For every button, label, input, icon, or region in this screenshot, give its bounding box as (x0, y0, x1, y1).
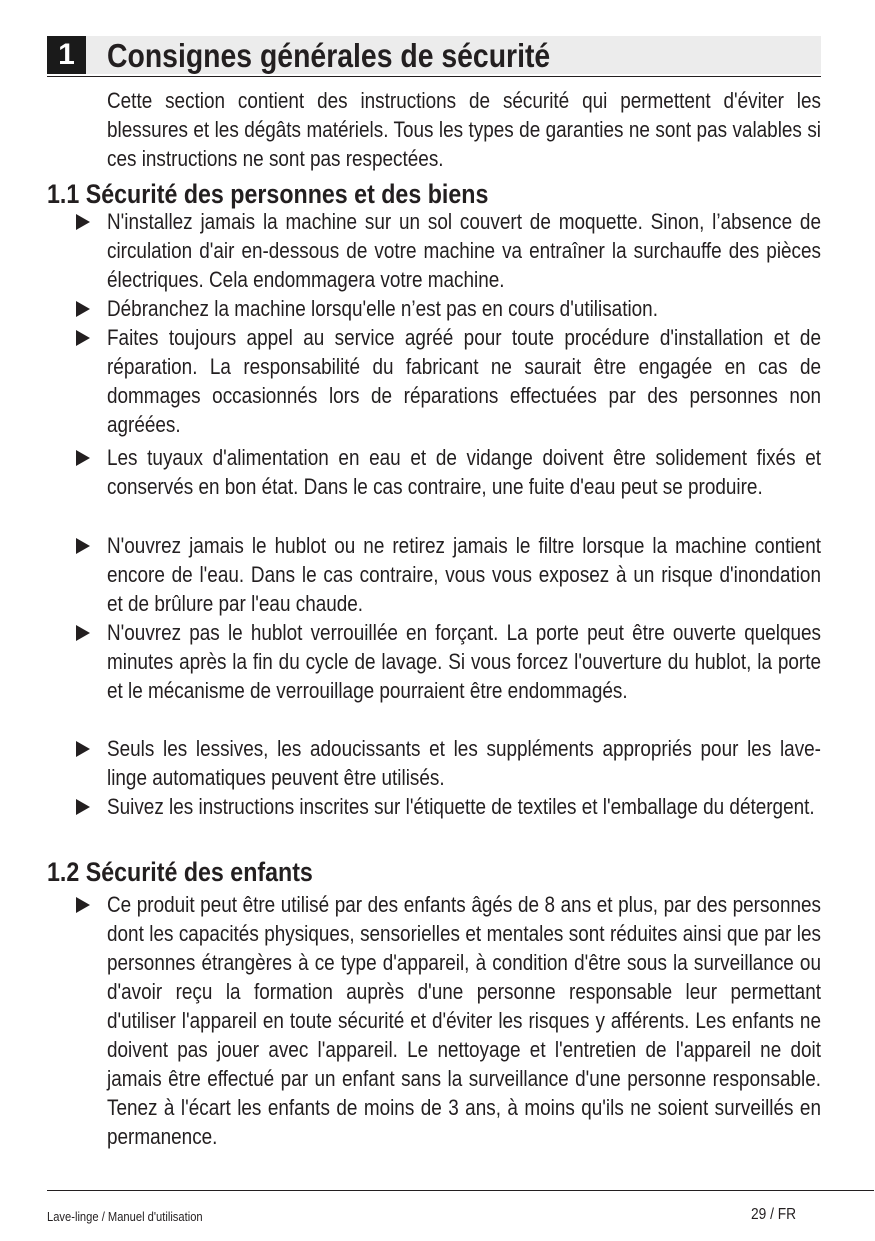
bullet-arrow-icon (76, 897, 90, 913)
bullet-arrow-icon (76, 741, 90, 757)
chapter-title: Consignes générales de sécurité (107, 37, 551, 74)
bullet-arrow-icon (76, 214, 90, 230)
list-item: Ce produit peut être utilisé par des enfants âgés de 8 ans et plus, par des personnes dont les capacités physiques, sensorielles et mentales sont réduites ainsi que par les personnes étrangères à ce type d'appareil, à condition d'être sous la surveillance ou d'avoir reçu la formation auprès d'une personne responsable leur permettant d'utiliser l'appareil en toute sécurité et d'éviter les risques y afférents. Les enfants ne doivent pas jouer avec l'appareil. Le nettoyage et l'entretien de l'appareil ne doit jamais être effectué par un enfant sans la surveillance d'une personne responsable. Tenez à l'écart les enfants de moins de 3 ans, à moins qu'ils ne soient surveillés en permanence. (107, 892, 821, 1149)
bullet-arrow-icon (76, 301, 90, 317)
bullet-arrow-icon (76, 330, 90, 346)
bullet-arrow-icon (76, 450, 90, 466)
list-item: Suivez les instructions inscrites sur l'étiquette de textiles et l'emballage du détergent. (107, 794, 815, 819)
bullet-arrow-icon (76, 799, 90, 815)
list-item: Débranchez la machine lorsqu'elle n’est pas en cours d'utilisation. (107, 296, 658, 321)
list-item: Faites toujours appel au service agréé pour toute procédure d'installation et de réparation. La responsabilité du fabricant ne saurait être engagée en cas de dommages occasionnés lors de réparations effectuées par des personnes non agréées. (107, 325, 821, 437)
list-item: Seuls les lessives, les adoucissants et les suppléments appropriés pour les lave-linge automatiques peuvent être utilisés. (107, 736, 821, 790)
chapter-number: 1 (47, 36, 86, 74)
list-item: N'ouvrez pas le hublot verrouillée en forçant. La porte peut être ouverte quelques minutes après la fin du cycle de lavage. Si vous forcez l'ouverture du hublot, la porte et le mécanisme de verrouillage pourraient être endommagés. (107, 620, 821, 703)
list-item: Les tuyaux d'alimentation en eau et de vidange doivent être solidement fixés et conservés en bon état. Dans le cas contraire, une fuite d'eau peut se produire. (107, 445, 821, 499)
section-heading-1-1: 1.1 Sécurité des personnes et des biens (47, 179, 489, 209)
footer-divider (47, 1190, 874, 1191)
footer-document-title: Lave-linge / Manuel d'utilisation (47, 1209, 203, 1224)
bullet-arrow-icon (76, 538, 90, 554)
section-heading-1-2: 1.2 Sécurité des enfants (47, 857, 313, 887)
bullet-arrow-icon (76, 625, 90, 641)
list-item: N'installez jamais la machine sur un sol couvert de moquette. Sinon, l’absence de circulation d'air en-dessous de votre machine va entraîner la surchauffe des pièces électriques. Cela endommagera votre machine. (107, 209, 821, 292)
chapter-header (47, 36, 821, 77)
footer-page-number: 29 / FR (751, 1206, 797, 1223)
list-item: N'ouvrez jamais le hublot ou ne retirez jamais le filtre lorsque la machine contient encore de l'eau. Dans le cas contraire, vous vous exposez à un risque d'inondation et de brûlure par l'eau chaude. (107, 533, 821, 616)
chapter-intro: Cette section contient des instructions de sécurité qui permettent d'éviter les blessures et les dégâts matériels. Tous les types de garanties ne sont pas valables si ces instructions ne sont pas respectées. (107, 88, 821, 171)
